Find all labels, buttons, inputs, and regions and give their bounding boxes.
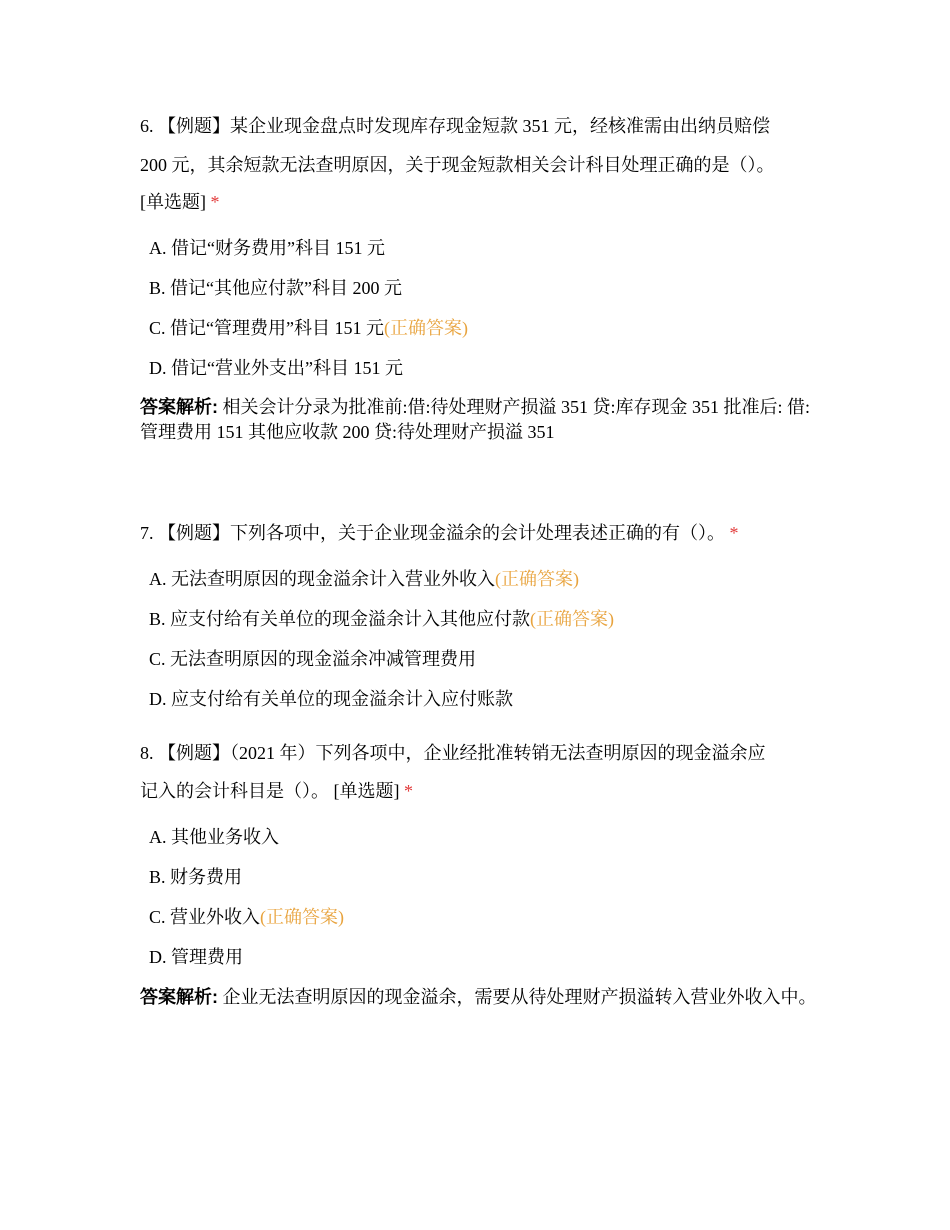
option-text: B. 财务费用 [149,867,243,887]
option-text: D. 借记“营业外支出”科目 151 元 [149,358,403,378]
analysis-text: 相关会计分录为批准前:借:待处理财产损溢 351 贷:库存现金 351 批准后: 借:管理费用 151 其他应收款 200 贷:待处理财产损溢 351 [140,397,811,442]
option-8c[interactable] [149,905,344,929]
option-text: D. 应支付给有关单位的现金溢余计入应付账款 [149,689,513,709]
analysis-label: 答案解析: [140,987,218,1007]
answer-analysis-8 [140,985,820,1010]
option-text: D. 管理费用 [149,947,243,967]
correct-answer-tag: (正确答案) [530,609,615,629]
question-6-line-1: 6. 【例题】某企业现金盘点时发现库存现金短款 351 元，经核准需由出纳员赔偿 [140,116,770,136]
option-text: C. 营业外收入 [149,907,261,927]
required-mark: * [210,192,220,212]
option-8b[interactable] [149,865,242,889]
option-8a[interactable] [149,825,279,849]
option-text: C. 借记“管理费用”科目 151 元 [149,318,384,338]
question-text: 7. 【例题】下列各项中，关于企业现金溢余的会计处理表述正确的有（）。 [140,523,725,543]
required-mark: * [404,781,413,801]
option-7b[interactable] [149,607,614,631]
option-6c[interactable] [149,316,468,340]
analysis-text: 企业无法查明原因的现金溢余，需要从待处理财产损溢转入营业外收入中。 [222,987,817,1007]
option-7a[interactable] [149,567,579,591]
question-type: [单选题] [140,192,206,212]
question-6-line-3 [140,190,220,214]
option-text: A. 借记“财务费用”科目 151 元 [149,238,385,258]
option-7d[interactable] [149,687,513,711]
question-7-line-1 [140,521,739,545]
analysis-label: 答案解析: [140,397,218,417]
question-8-line-1: 8. 【例题】（2021 年）下列各项中，企业经批准转销无法查明原因的现金溢余应 [140,743,766,763]
option-text: A. 其他业务收入 [149,827,279,847]
option-text: C. 无法查明原因的现金溢余冲减管理费用 [149,649,477,669]
option-8d[interactable] [149,945,243,969]
option-text: A. 无法查明原因的现金溢余计入营业外收入 [149,569,495,589]
question-text: 记入的会计科目是（）。 [单选题] [140,781,400,801]
answer-analysis-6 [140,395,820,445]
correct-answer-tag: (正确答案) [495,569,579,589]
option-6d[interactable] [149,356,403,380]
option-text: B. 应支付给有关单位的现金溢余计入其他应付款 [149,609,531,629]
question-6-line-2: 200 元，其余短款无法查明原因，关于现金短款相关会计科目处理正确的是（）。 [140,155,775,175]
option-6b[interactable] [149,276,402,300]
option-7c[interactable] [149,647,476,671]
correct-answer-tag: (正确答案) [260,907,345,927]
option-text: B. 借记“其他应付款”科目 200 元 [149,278,402,298]
question-8-line-2 [140,779,413,803]
correct-answer-tag: (正确答案) [383,318,468,338]
required-mark: * [729,523,739,543]
option-6a[interactable] [149,236,385,260]
